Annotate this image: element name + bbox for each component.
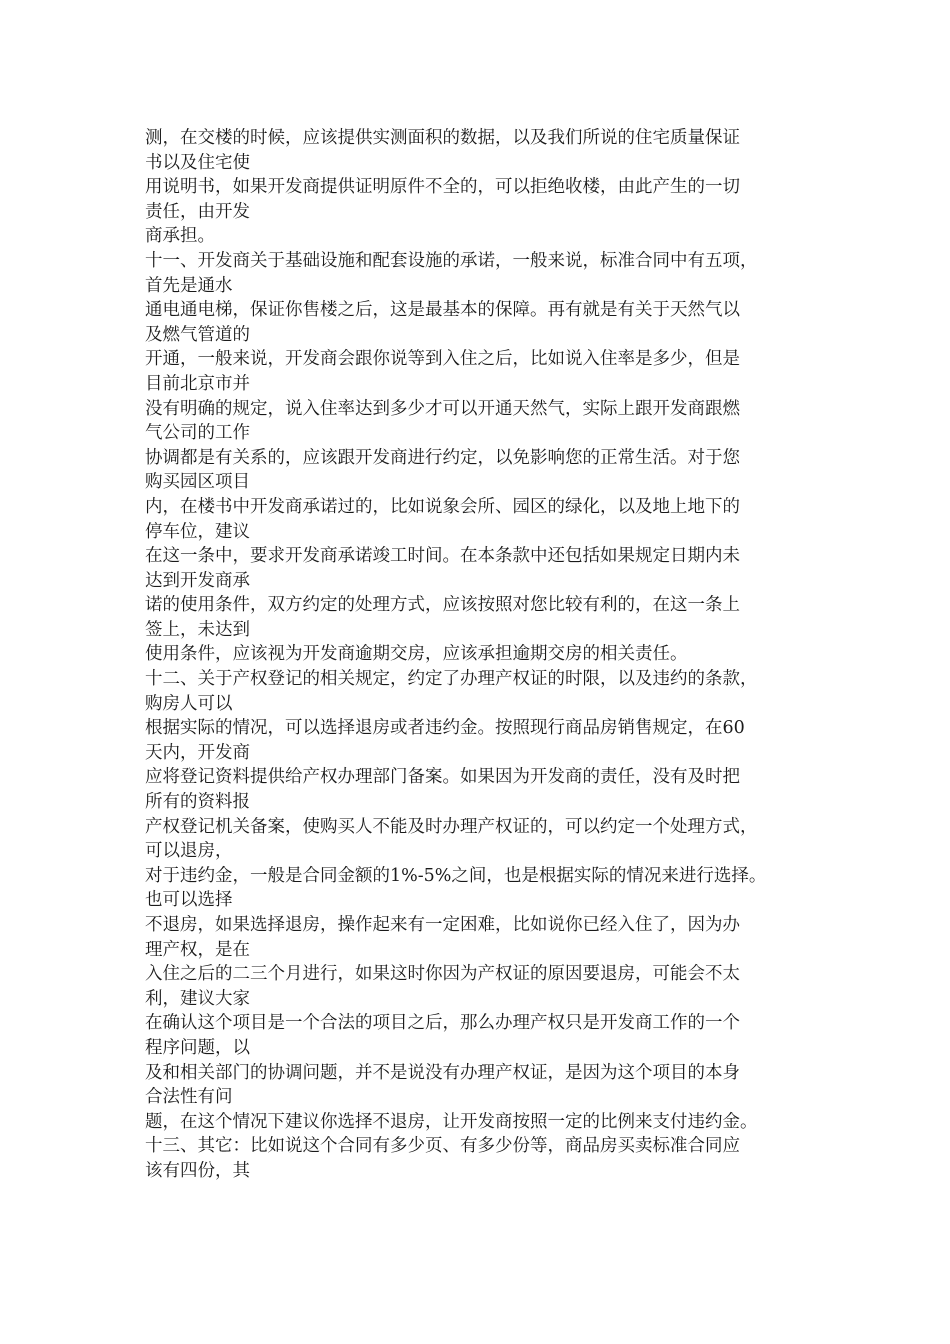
text-line: 对于违约金，一般是合同金额的1%-5%之间，也是根据实际的情况来进行选择。	[145, 865, 767, 886]
text-line: 及和相关部门的协调问题，并不是说没有办理产权证，是因为这个项目的本身	[145, 1062, 740, 1083]
text-line: 所有的资料报	[145, 792, 250, 813]
text-line: 没有明确的规定，说入住率达到多少才可以开通天然气，实际上跟开发商跟燃	[145, 398, 740, 419]
text-line: 十一、开发商关于基础设施和配套设施的承诺，一般来说，标准合同中有五项，	[145, 250, 758, 271]
text-line: 不退房，如果选择退房，操作起来有一定困难，比如说你已经入住了，因为办	[145, 915, 740, 935]
text-line: 题，在这个情况下建议你选择不退房，让开发商按照一定的比例来支付违约金。	[145, 1111, 758, 1132]
text-line: 用说明书，如果开发商提供证明原件不全的，可以拒绝收楼，由此产生的一切	[145, 177, 740, 198]
text-line: 根据实际的情况，可以选择退房或者违约金。按照现行商品房销售规定，在60	[145, 718, 745, 739]
text-line: 书以及住宅使	[145, 152, 250, 173]
text-line: 也可以选择	[145, 890, 233, 911]
text-line: 天内，开发商	[145, 742, 250, 763]
text-line: 及燃气管道的	[145, 324, 250, 345]
document-body	[145, 126, 815, 1184]
text-line: 产权登记机关备案，使购买人不能及时办理产权证的，可以约定一个处理方式，	[145, 816, 758, 837]
text-line: 购买园区项目	[145, 472, 250, 493]
text-line: 程序问题，以	[145, 1037, 250, 1058]
text-line: 使用条件，应该视为开发商逾期交房，应该承担逾期交房的相关责任。	[145, 644, 688, 665]
text-line: 签上，未达到	[145, 619, 250, 640]
text-line: 购房人可以	[145, 693, 233, 714]
text-line: 合法性有问	[145, 1087, 233, 1108]
text-line: 理产权，是在	[145, 939, 250, 960]
text-line: 入住之后的二三个月进行，如果这时你因为产权证的原因要退房，可能会不太	[145, 964, 740, 985]
text-line: 目前北京市并	[145, 373, 250, 394]
text-line: 利，建议大家	[145, 988, 250, 1009]
text-line: 协调都是有关系的，应该跟开发商进行约定，以免影响您的正常生活。对于您	[145, 447, 740, 468]
text-line: 开通，一般来说，开发商会跟你说等到入住之后，比如说入住率是多少，但是	[145, 349, 740, 370]
text-line: 通电通电梯，保证你售楼之后，这是最基本的保障。再有就是有关于天然气以	[145, 300, 740, 321]
text-line: 气公司的工作	[145, 423, 250, 444]
text-line: 诺的使用条件，双方约定的处理方式，应该按照对您比较有利的，在这一条上	[145, 595, 740, 616]
text-line: 内，在楼书中开发商承诺过的，比如说象会所、园区的绿化，以及地上地下的	[145, 496, 740, 517]
text-line: 在这一条中，要求开发商承诺竣工时间。在本条款中还包括如果规定日期内未	[145, 546, 740, 567]
text-line: 停车位，建议	[145, 521, 250, 542]
text-line: 十二、关于产权登记的相关规定，约定了办理产权证的时限，以及违约的条款，	[145, 669, 758, 690]
text-line: 十三、其它：比如说这个合同有多少页、有多少份等，商品房买卖标准合同应	[145, 1136, 740, 1157]
text-line: 达到开发商承	[145, 570, 250, 591]
text-line: 首先是通水	[145, 275, 233, 296]
text-line: 可以退房，	[145, 841, 233, 862]
text-line: 该有四份，其	[145, 1160, 250, 1181]
text-line: 测，在交楼的时候，应该提供实测面积的数据，以及我们所说的住宅质量保证	[145, 128, 740, 148]
text-line: 商承担。	[145, 226, 215, 247]
text-line: 在确认这个项目是一个合法的项目之后，那么办理产权只是开发商工作的一个	[145, 1013, 740, 1034]
text-line: 应将登记资料提供给产权办理部门备案。如果因为开发商的责任，没有及时把	[145, 767, 740, 788]
text-line: 责任，由开发	[145, 201, 250, 222]
